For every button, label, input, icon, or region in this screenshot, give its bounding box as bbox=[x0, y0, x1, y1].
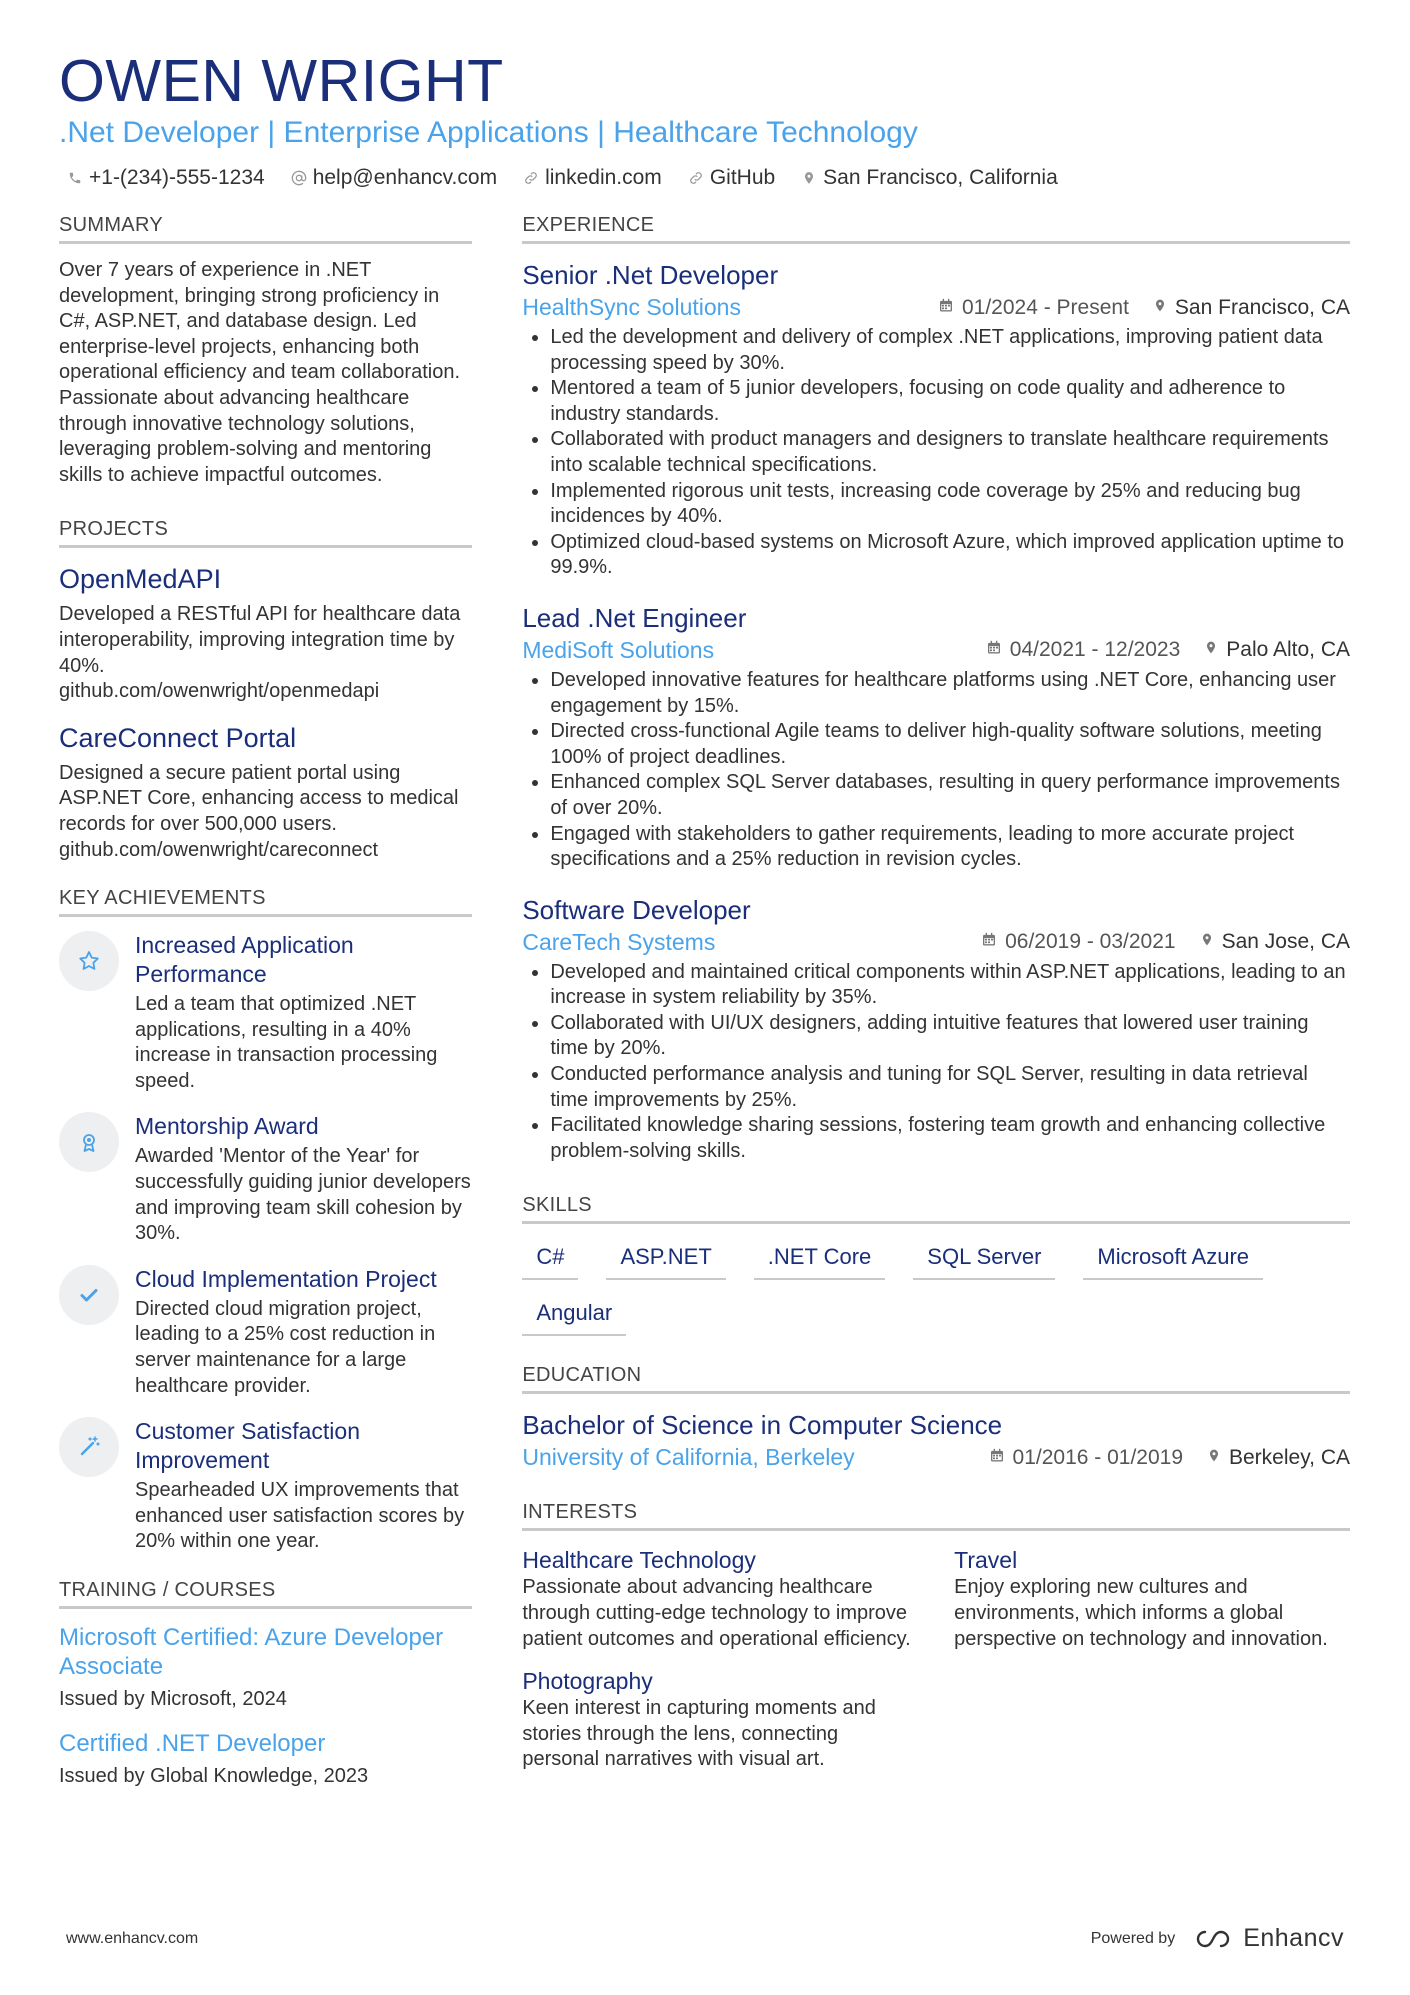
education-location: Berkeley, CA bbox=[1229, 1445, 1350, 1469]
map-pin-icon bbox=[1207, 1446, 1221, 1470]
contact-linkedin-text: linkedin.com bbox=[545, 166, 662, 189]
training-item bbox=[59, 1623, 472, 1713]
project-link[interactable]: github.com/owenwright/openmedapi bbox=[59, 680, 380, 703]
school-name: University of California, Berkeley bbox=[522, 1444, 855, 1471]
list-item: • Led the development and delivery of complex .NET applications, improving patient data processing speed by 30%. bbox=[550, 325, 1350, 376]
achievement-title: Mentorship Award bbox=[135, 1113, 319, 1140]
job-title: Senior .Net Developer bbox=[522, 260, 779, 290]
job-title: Lead .Net Engineer bbox=[522, 602, 747, 633]
candidate-subtitle: .Net Developer | Enterprise Applications | Healthcare Technology bbox=[59, 116, 918, 149]
left-column bbox=[59, 214, 472, 1805]
job-location: San Francisco, CA bbox=[1174, 295, 1350, 319]
company-name: MediSoft Solutions bbox=[522, 636, 715, 663]
achievement-description: Spearheaded UX improvements that enhanced user satisfaction scores by 20% within one year. bbox=[135, 1479, 465, 1553]
candidate-name: OWEN WRIGHT bbox=[59, 48, 504, 114]
job-dates: 01/2024 - Present bbox=[961, 295, 1129, 319]
contact-location bbox=[801, 166, 1058, 190]
project-item bbox=[59, 721, 472, 863]
job-location: San Jose, CA bbox=[1221, 930, 1350, 954]
project-description: Designed a secure patient portal using ASP.NET Core, enhancing access to medical records for over 500,000 users. bbox=[59, 761, 459, 835]
enhancv-logo-icon bbox=[1191, 1928, 1235, 1950]
skill-tag: .NET Core bbox=[754, 1238, 886, 1280]
calendar-icon bbox=[989, 1446, 1005, 1470]
contact-bar bbox=[59, 166, 1350, 190]
experience-item bbox=[522, 601, 1350, 873]
right-column bbox=[522, 214, 1350, 1805]
interest-item bbox=[522, 1545, 918, 1652]
at-icon bbox=[291, 170, 307, 186]
interest-title: Travel bbox=[954, 1547, 1018, 1574]
list-item: • Developed innovative features for healthcare platforms using .NET Core, enhancing user engagement by 15%. bbox=[550, 668, 1350, 719]
section-title-education: EDUCATION bbox=[522, 1364, 1350, 1394]
list-item: • Conducted performance analysis and tuning for SQL Server, resulting in data retrieval time improvements by 25%. bbox=[550, 1062, 1350, 1113]
company-name: CareTech Systems bbox=[522, 928, 716, 955]
training-title: Certified .NET Developer bbox=[59, 1729, 326, 1757]
achievement-item bbox=[59, 1265, 472, 1399]
skill-tag: ASP.NET bbox=[606, 1238, 725, 1280]
phone-icon bbox=[67, 170, 83, 186]
section-title-projects: PROJECTS bbox=[59, 518, 472, 548]
check-icon bbox=[59, 1265, 119, 1325]
training-issuer: Issued by Global Knowledge, 2023 bbox=[59, 1764, 369, 1787]
contact-linkedin[interactable] bbox=[523, 166, 662, 190]
section-title-summary: SUMMARY bbox=[59, 214, 472, 244]
list-item: • Facilitated knowledge sharing sessions, fostering team growth and enhancing collective problem-solving skills. bbox=[550, 1113, 1350, 1164]
skill-tag: Microsoft Azure bbox=[1083, 1238, 1263, 1280]
project-link[interactable]: github.com/owenwright/careconnect bbox=[59, 838, 379, 861]
project-item bbox=[59, 562, 472, 704]
job-dates: 04/2021 - 12/2023 bbox=[1009, 638, 1181, 662]
footer-url[interactable]: www.enhancv.com bbox=[66, 1929, 199, 1947]
achievement-item bbox=[59, 931, 472, 1094]
achievement-title: Customer Satisfaction Improvement bbox=[135, 1418, 360, 1474]
education-item bbox=[522, 1408, 1350, 1471]
list-item: • Developed and maintained critical components within ASP.NET applications, leading to an increase in system reliability by 35%. bbox=[550, 960, 1350, 1011]
company-name: HealthSync Solutions bbox=[522, 294, 741, 320]
achievement-item bbox=[59, 1417, 472, 1555]
achievement-description: Awarded 'Mentor of the Year' for successfully guiding junior developers and improving team skill cohesion by 30%. bbox=[135, 1145, 471, 1245]
job-location: Palo Alto, CA bbox=[1226, 638, 1350, 662]
achievement-title: Increased Application Performance bbox=[135, 932, 354, 988]
list-item: • Collaborated with product managers and designers to translate healthcare requirements into scalable technical specifications. bbox=[550, 427, 1350, 478]
map-pin-icon bbox=[1200, 930, 1214, 954]
list-item: • Implemented rigorous unit tests, increasing code coverage by 25% and reducing bug incidences by 40%. bbox=[550, 479, 1350, 530]
list-item: • Optimized cloud-based systems on Microsoft Azure, which improved application uptime to 99.9%. bbox=[550, 530, 1350, 581]
skill-tag: C# bbox=[522, 1238, 578, 1280]
interest-description: Enjoy exploring new cultures and environments, which informs a global perspective on technology and innovation. bbox=[954, 1576, 1328, 1650]
skill-tag: Angular bbox=[522, 1294, 626, 1336]
interest-description: Passionate about advancing healthcare through cutting-edge technology to improve patient outcomes and operational efficiency. bbox=[522, 1576, 911, 1650]
training-issuer: Issued by Microsoft, 2024 bbox=[59, 1688, 287, 1710]
section-title-interests: INTERESTS bbox=[522, 1501, 1350, 1531]
achievement-description: Directed cloud migration project, leading to a 25% cost reduction in server maintenance for a large healthcare provider. bbox=[135, 1297, 436, 1397]
link-icon bbox=[523, 170, 539, 186]
calendar-icon bbox=[986, 638, 1002, 662]
list-item: • Engaged with stakeholders to gather requirements, leading to more accurate project specifications and a 25% reduction in revision cycles. bbox=[550, 822, 1350, 873]
interest-item bbox=[954, 1545, 1350, 1652]
job-dates: 06/2019 - 03/2021 bbox=[1005, 930, 1176, 954]
project-title: CareConnect Portal bbox=[59, 722, 297, 753]
section-title-training: TRAINING / COURSES bbox=[59, 1579, 472, 1609]
powered-by-label: Powered by bbox=[1090, 1929, 1176, 1947]
interests-grid bbox=[522, 1545, 1350, 1773]
contact-email[interactable] bbox=[291, 166, 497, 190]
brand-logo[interactable] bbox=[1191, 1924, 1344, 1953]
list-item: • Directed cross-functional Agile teams to deliver high-quality software solutions, meeting 100% of project deadlines. bbox=[550, 719, 1350, 770]
experience-item bbox=[522, 258, 1350, 581]
star-icon bbox=[59, 931, 119, 991]
interest-item bbox=[522, 1666, 918, 1773]
contact-phone[interactable] bbox=[67, 166, 265, 190]
skill-tag: SQL Server bbox=[913, 1238, 1055, 1280]
skills-list bbox=[522, 1238, 1350, 1336]
section-title-skills: SKILLS bbox=[522, 1194, 1350, 1224]
job-bullets bbox=[522, 668, 1350, 873]
achievement-title: Cloud Implementation Project bbox=[135, 1265, 437, 1292]
calendar-icon bbox=[981, 930, 997, 954]
link-icon bbox=[688, 170, 704, 186]
award-icon bbox=[59, 1112, 119, 1172]
training-item bbox=[59, 1729, 472, 1790]
interest-title: Healthcare Technology bbox=[522, 1547, 756, 1574]
map-pin-icon bbox=[1153, 296, 1167, 320]
page-footer bbox=[66, 1924, 1344, 1953]
job-bullets bbox=[522, 325, 1350, 581]
summary-text: Over 7 years of experience in .NET development, bringing strong proficiency in C#, ASP.NET, and database design. Led enterprise-level projects, enhancing both operational efficiency and team collaboration. Passionate about advancing healthcare through innovative technology solutions, leveraging problem-solving and mentoring skills to achieve impactful outcomes. bbox=[59, 259, 460, 486]
section-title-experience: EXPERIENCE bbox=[522, 214, 1350, 244]
brand-name: Enhancv bbox=[1243, 1924, 1344, 1952]
calendar-icon bbox=[938, 296, 954, 320]
contact-github[interactable] bbox=[688, 166, 775, 190]
contact-email-text: help@enhancv.com bbox=[312, 166, 498, 189]
interest-description: Keen interest in capturing moments and stories through the lens, connecting personal narratives with visual art. bbox=[522, 1697, 876, 1771]
list-item: • Collaborated with UI/UX designers, adding intuitive features that lowered user training time by 20%. bbox=[550, 1011, 1350, 1062]
interest-title: Photography bbox=[522, 1668, 653, 1695]
degree-title: Bachelor of Science in Computer Science bbox=[522, 1410, 1003, 1441]
achievement-item bbox=[59, 1112, 472, 1246]
job-title: Software Developer bbox=[522, 894, 751, 925]
job-bullets bbox=[522, 960, 1350, 1165]
magic-wand-icon bbox=[59, 1417, 119, 1477]
education-dates: 01/2016 - 01/2019 bbox=[1012, 1445, 1183, 1469]
contact-location-text: San Francisco, California bbox=[823, 166, 1058, 189]
training-title: Microsoft Certified: Azure Developer Associate bbox=[59, 1624, 444, 1680]
section-title-achievements: KEY ACHIEVEMENTS bbox=[59, 887, 472, 917]
list-item: • Enhanced complex SQL Server databases, resulting in query performance improvements of over 20%. bbox=[550, 770, 1350, 821]
achievement-description: Led a team that optimized .NET applications, resulting in a 40% increase in transaction processing speed. bbox=[135, 993, 438, 1092]
project-description: Developed a RESTful API for healthcare data interoperability, improving integration time by 40%. bbox=[59, 603, 461, 677]
map-pin-icon bbox=[801, 170, 817, 186]
contact-github-text: GitHub bbox=[709, 166, 776, 189]
list-item: • Mentored a team of 5 junior developers, focusing on code quality and adherence to industry standards. bbox=[550, 376, 1350, 427]
map-pin-icon bbox=[1204, 638, 1218, 662]
experience-item bbox=[522, 893, 1350, 1165]
project-title: OpenMedAPI bbox=[59, 564, 222, 595]
contact-phone-text: +1-(234)-555-1234 bbox=[89, 166, 265, 189]
powered-by bbox=[1091, 1924, 1344, 1953]
